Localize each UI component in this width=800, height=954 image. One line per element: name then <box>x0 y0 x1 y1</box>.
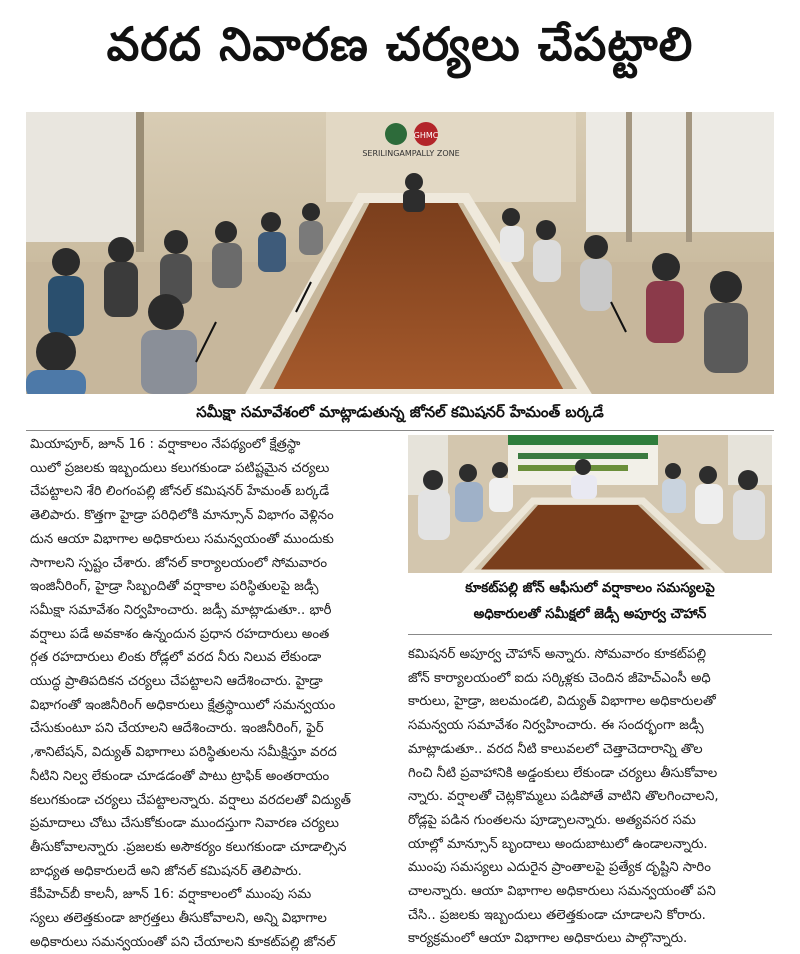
article-line: ఇంజినీరింగ్, హైడ్రా సిబ్బందితో వర్షాకాల పరిస్థితులపై జడ్సీ <box>30 579 319 595</box>
article-line: మాట్లాడుతూ.. వరద నీటి కాలువలలో చెత్తాచెదారాన్ని తొల <box>408 741 703 757</box>
photo1-caption: సమీక్షా సమావేశంలో మాట్లాడుతున్న జోనల్ కమిషనర్ హేమంత్ బర్కడే <box>196 403 604 421</box>
meeting-photo-serilingampally <box>26 112 774 394</box>
article-line: దున ఆయా విభాగాల అధికారులు సమన్వయంతో ముందుకు <box>30 531 334 547</box>
meeting-photo-kukatpally <box>408 435 772 573</box>
article-line: వర్షాలు పడే అవకాశం ఉన్నందున ప్రధాన రహదారులు అంత <box>30 626 330 642</box>
headline: వరద నివారణ చర్యలు చేపట్టాలి <box>106 17 694 71</box>
article-line: కేపీహెచ్‌బీ కాలనీ, జూన్ 16: వర్షాకాలంలో ముంపు సమ <box>30 887 312 903</box>
article-line: న్నారు. వర్షాలతో చెట్లకొమ్మలు పడిపోతే వాటిని తొలగించాలని, <box>408 789 719 805</box>
article-line: ముంపు సమస్యలు ఎదురైన ప్రాంతాలపై ప్రత్యేక దృష్టిని సారిం <box>408 860 711 876</box>
article-line: కారులు, హైడ్రా, జలమండలి, విద్యుత్ విభాగాల అధికారులతో <box>408 694 716 710</box>
article-line: తీసుకోవాలన్నారు .ప్రజలకు అసౌకర్యం కలుగకుండా చూడాల్సిన <box>30 839 347 855</box>
article-line: కమిషనర్ అపూర్వ చౌహాన్ అన్నారు. సోమవారం కూకట్‌పల్లి <box>408 647 706 662</box>
article-line: బాధ్యత అధికారులదే అని జోనల్ కమిషనర్ తెలిపారు. <box>30 863 302 879</box>
article-line: విభాగంతో ఇంజినీరింగ్ అధికారులు క్షేత్రస్థాయిలో సమన్వయం <box>30 697 336 713</box>
article-line: చాలన్నారు. ఆయా విభాగాల అధికారులు సమన్వయంతో పని <box>408 884 716 900</box>
divider <box>26 430 774 431</box>
divider <box>408 634 772 635</box>
article-line: సమన్వయ సమావేశం నిర్వహించారు. ఈ సందర్భంగా జడ్సీ <box>408 718 704 734</box>
photo2-caption-line: కూకట్‌పల్లి జోన్ ఆఫీసులో వర్షాకాలం సమస్యలపై <box>465 581 715 596</box>
article-line: మియాపూర్, జూన్ 16 : వర్షాకాలం నేపథ్యంలో క్షేత్రస్థా <box>30 437 301 452</box>
article-line: యిలో ప్రజలకు ఇబ్బందులు కలుగకుండా పటిష్టమైన చర్యలు <box>30 460 330 476</box>
article-left-column <box>30 433 392 954</box>
article-line: సాగాలని స్పష్టం చేశారు. జోనల్ కార్యాలయంలో సోమవారం <box>30 555 328 571</box>
article-line: గించి నీటి ప్రవాహానికి అడ్డంకులు లేకుండా చర్యలు తీసుకోవాల <box>408 765 718 781</box>
article-line: చేసుకుంటూ పని చేయాలని ఆదేశించారు. ఇంజినీరింగ్, ఫైర్ <box>30 721 324 737</box>
article-line: ర్గత రహదారులు లింకు రోడ్లలో వరద నీరు నిలువ లేకుండా <box>30 650 322 666</box>
article-line: కలుగకుండా చర్యలు చేపట్టాలన్నారు. వర్షాలు వరదలతో విద్యుత్ <box>30 792 351 808</box>
article-line: జోన్ కార్యాలయంలో ఐదు సర్కిళ్లకు చెందిన జీహెచ్ఎంసీ అధి <box>408 670 711 686</box>
article-line: తెలిపారు. కొత్తగా హైడ్రా పరిధిలోకి మాన్సూన్ విభాగం వెళ్లినం <box>30 508 334 524</box>
article-line: చేపట్టాలని శేరి లింగంపల్లి జోనల్ కమిషనర్ హేమంత్ బర్కడే <box>30 484 330 500</box>
article-line: సమీక్షా సమావేశం నిర్వహించారు. జడ్సీ మాట్లాడుతూ.. భారీ <box>30 602 332 618</box>
article-line: రోడ్లపై పడిన గుంతలను పూడ్చాలన్నారు. అత్యవసర సమ <box>408 812 696 828</box>
article-line: యాల్లో మాన్సూన్ బృందాలు అందుబాటులో ఉండాలన్నారు. <box>408 836 708 852</box>
zone-sign: SERILINGAMPALLY ZONE <box>362 149 460 158</box>
article-line: స్యలు తలెత్తకుండా జాగ్రత్తలు తీసుకోవాలని, అన్ని విభాగాల <box>30 911 327 927</box>
photo2-caption-line: అధికారులతో సమీక్షలో జెడ్సీ అపూర్వ చౌహాన్ <box>473 607 707 622</box>
article-line: యుద్ధ ప్రాతిపదికన చర్యలు చేపట్టాలని ఆదేశించారు. హైడ్రా <box>30 674 323 690</box>
article-line: నీటిని నిల్వ లేకుండా చూడడంతో పాటు ట్రాఫిక్ అంతరాయం <box>30 768 330 784</box>
article-line: ,శానిటేషన్, విద్యుత్ విభాగాలు పరిస్థితులను సమీక్షిస్తూ వరద <box>30 745 337 761</box>
article-line: అధికారులు సమన్వయంతో పని చేయాలని కూకట్‌పల్లి జోనల్ <box>30 934 336 950</box>
article-right-column <box>408 643 772 951</box>
article-line: కార్యక్రమంలో ఆయా విభాగాల అధికారులు పాల్గొన్నారు. <box>408 931 688 947</box>
photo2-caption <box>408 576 772 628</box>
article-line: ప్రమాదాలు చోటు చేసుకోకుండా ముందస్తుగా నివారణ చర్యలు <box>30 816 339 832</box>
article-line: చేసి.. ప్రజలకు ఇబ్బందులు తలెత్తకుండా చూడాలని కోరారు. <box>408 907 706 923</box>
ghmc-badge: GHMC <box>413 131 439 140</box>
